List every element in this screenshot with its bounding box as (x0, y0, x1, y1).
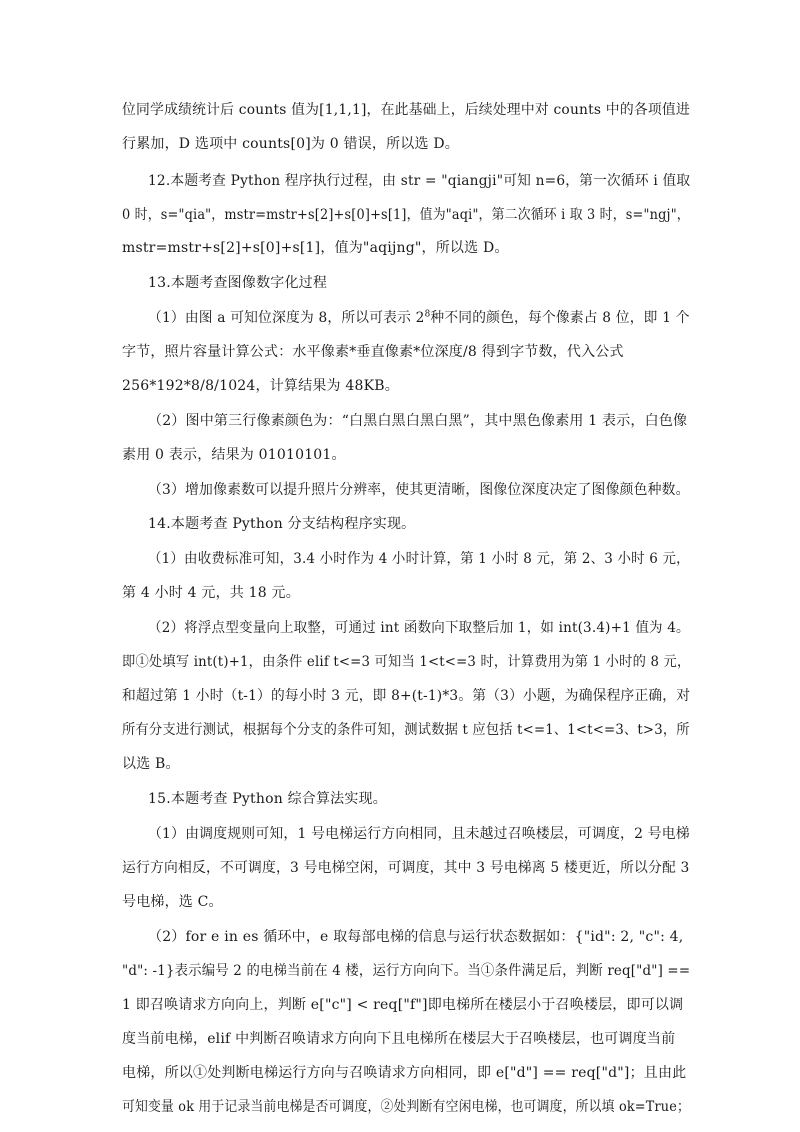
text-line: 256*192*8/8/1024，计算结果为 48KB。 (122, 378, 399, 394)
section-heading: 13.本题考查图像数字化过程 (148, 275, 328, 291)
text-line: （1）由收费标准可知，3.4 小时作为 4 小时计算，第 1 小时 8 元，第 2、3 小时 6 元， (148, 551, 690, 567)
text-line: 素用 0 表示，结果为 01010101。 (122, 447, 346, 463)
text-line: 以选 B。 (122, 756, 180, 772)
text-line: 可知变量 ok 用于记录当前电梯是否可调度，②处判断有空闲电梯，也可调度，所以填 ok=True； (122, 1099, 691, 1115)
text-line: "d": -1}表示编号 2 的电梯当前在 4 楼，运行方向向下。当①条件满足后，判断 req["d"] == (122, 963, 691, 979)
text-line: 号电梯，选 C。 (122, 894, 223, 910)
text-line: 字节，照片容量计算公式：水平像素*垂直像素*位深度/8 得到字节数，代入公式 (122, 344, 624, 360)
text-line: （3）增加像素数可以提升照片分辨率，使其更清晰，图像位深度决定了图像颜色种数。 (148, 482, 690, 498)
text-line: mstr=mstr+s[2]+s[0]+s[1]，值为"aqijng"，所以选 D。 (122, 240, 509, 256)
text-line: 位同学成绩统计后 counts 值为[1,1,1]，在此基础上，后续处理中对 counts 中的各项值进 (122, 102, 690, 118)
text-line (148, 308, 690, 328)
text-segment: 种不同的颜色，每个像素占 8 位，即 1 个 (430, 310, 690, 326)
text-line: 0 时，s="qia"，mstr=mstr+s[2]+s[0]+s[1]，值为"aqi"，第二次循环 i 取 3 时，s="ngj"， (122, 207, 690, 223)
text-line: （2）图中第三行像素颜色为：“白黑白黑白黑白黑”，其中黑色像素用 1 表示，白色像 (148, 413, 688, 429)
text-line: 和超过第 1 小时（t-1）的每小时 3 元，即 8+(t-1)*3。第（3）小题，为确保程序正确，对 (122, 688, 691, 704)
section-heading: 14.本题考查 Python 分支结构程序实现。 (148, 516, 416, 532)
text-line: 第 4 小时 4 元，共 18 元。 (122, 585, 300, 601)
text-line: 所有分支进行测试，根据每个分支的条件可知，测试数据 t 应包括 t<=1、1<t<=3、t>3，所 (122, 722, 690, 738)
text-line: 运行方向相反，不可调度，3 号电梯空闲，可调度，其中 3 号电梯离 5 楼更近，所以分配 3 (122, 860, 690, 876)
text-segment: （1）由图 a 可知位深度为 8，所以可表示 2 (148, 310, 425, 326)
text-line: （2）将浮点型变量向上取整，可通过 int 函数向下取整后加 1，如 int(3.4)+1 值为 4。 (148, 620, 690, 636)
text-line: 度当前电梯，elif 中判断召唤请求方向向下且电梯所在楼层大于召唤楼层，也可调度当前 (122, 1031, 676, 1047)
text-line: （1）由调度规则可知，1 号电梯运行方向相同，且未越过召唤楼层，可调度，2 号电梯 (148, 826, 690, 842)
text-line: 即①处填写 int(t)+1，由条件 elif t<=3 可知当 1<t<=3 时，计算费用为第 1 小时的 8 元， (122, 654, 691, 670)
superscript: 8 (424, 309, 431, 320)
text-line: 12.本题考查 Python 程序执行过程，由 str = "qiangji"可知 n=6，第一次循环 i 值取 (148, 173, 691, 189)
text-line: 电梯，所以①处判断电梯运行方向与召唤请求方向相同，即 e["d"] == req["d"]；且由此 (122, 1065, 687, 1081)
text-line: （2）for e in es 循环中，e 取每部电梯的信息与运行状态数据如：{"id": 2, "c": 4, (148, 929, 684, 945)
section-heading: 15.本题考查 Python 综合算法实现。 (148, 791, 387, 807)
text-line: 行累加，D 选项中 counts[0]为 0 错误，所以选 D。 (122, 136, 459, 152)
text-line: 1 即召唤请求方向向上，判断 e["c"] < req["f"]即电梯所在楼层小于召唤楼层，即可以调 (122, 997, 684, 1013)
